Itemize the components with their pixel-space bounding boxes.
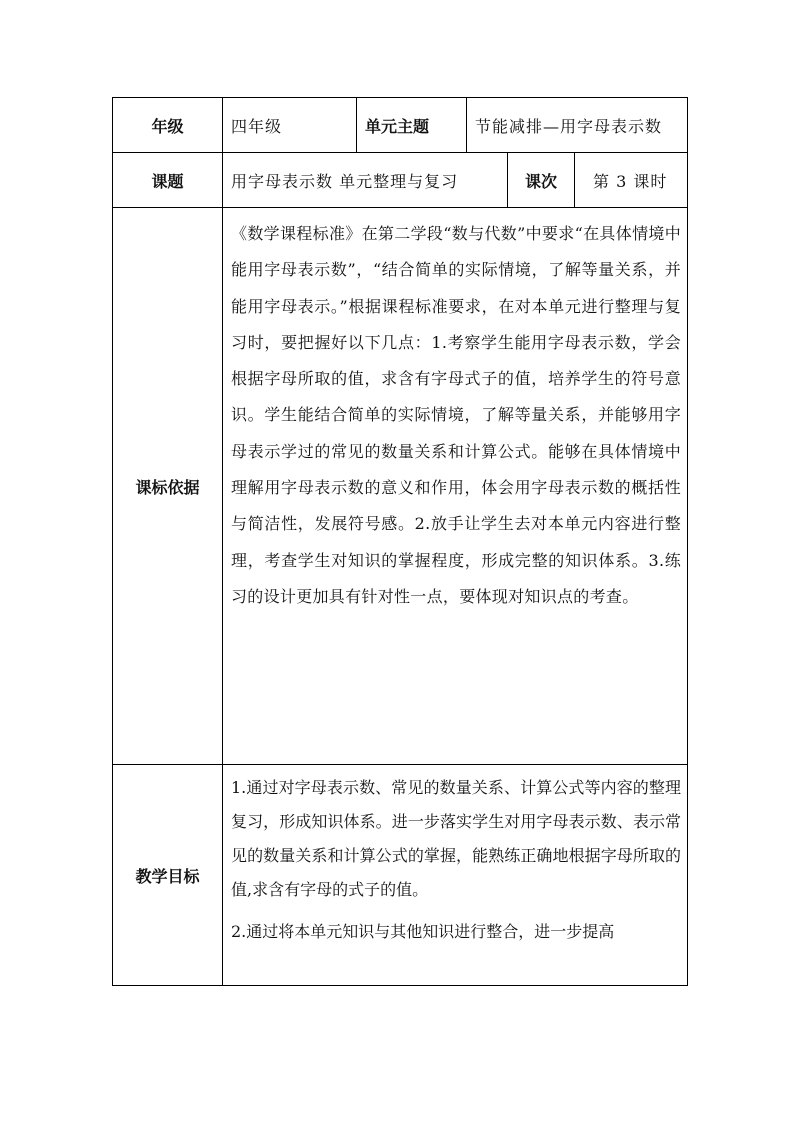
lesson-value: 第 3 课时 <box>575 153 688 208</box>
grade-label: 年级 <box>113 98 223 153</box>
standards-text: 《数学课程标准》在第二学段“数与代数”中要求“在具体情境中能用字母表示数”，“结合简单的实际情境，了解等量关系，并能用字母表示。”根据课程标准要求，在对本单元进行整理与复习时，要把握好以下几点：1.考察学生能用字母表示数，学会根据字母所取的值，求含有字母式子的值，培养学生的符号意识。学生能结合简单的实际情境，了解等量关系，并能够用字母表示学过的常见的数量关系和计算公式。能够在具体情境中理解用字母表示数的意义和作用，体会用字母表示数的概括性与简洁性，发展符号感。2.放手让学生去对本单元内容进行整理，考查学生对知识的掌握程度，形成完整的知识体系。3.练习的设计更加具有针对性一点，要体现对知识点的考查。 <box>231 224 682 606</box>
grade-unit-row <box>113 98 688 153</box>
unit-value: 节能减排—用字母表示数 <box>467 98 688 153</box>
objectives-cell <box>223 765 688 986</box>
objectives-row <box>113 765 688 986</box>
standards-cell <box>223 208 688 765</box>
objective-item-1: 1.通过对字母表示数、常见的数量关系、计算公式等内容的整理复习，形成知识体系。进一步落实学生对用字母表示数、表示常见的数量关系和计算公式的掌握，能熟练正确地根据字母所取的值,求含有字母的式子的值。 <box>231 778 682 899</box>
topic-lesson-row <box>113 153 688 208</box>
lesson-label: 课次 <box>508 153 575 208</box>
unit-label: 单元主题 <box>357 98 467 153</box>
grade-value: 四年级 <box>223 98 357 153</box>
lesson-plan-table <box>112 97 688 986</box>
topic-value: 用字母表示数 单元整理与复习 <box>223 153 508 208</box>
topic-label: 课题 <box>113 153 223 208</box>
standards-row <box>113 208 688 765</box>
standards-label: 课标依据 <box>113 208 223 765</box>
objective-item-2: 2.通过将本单元知识与其他知识进行整合，进一步提高 <box>231 922 615 941</box>
objectives-label: 教学目标 <box>113 765 223 986</box>
